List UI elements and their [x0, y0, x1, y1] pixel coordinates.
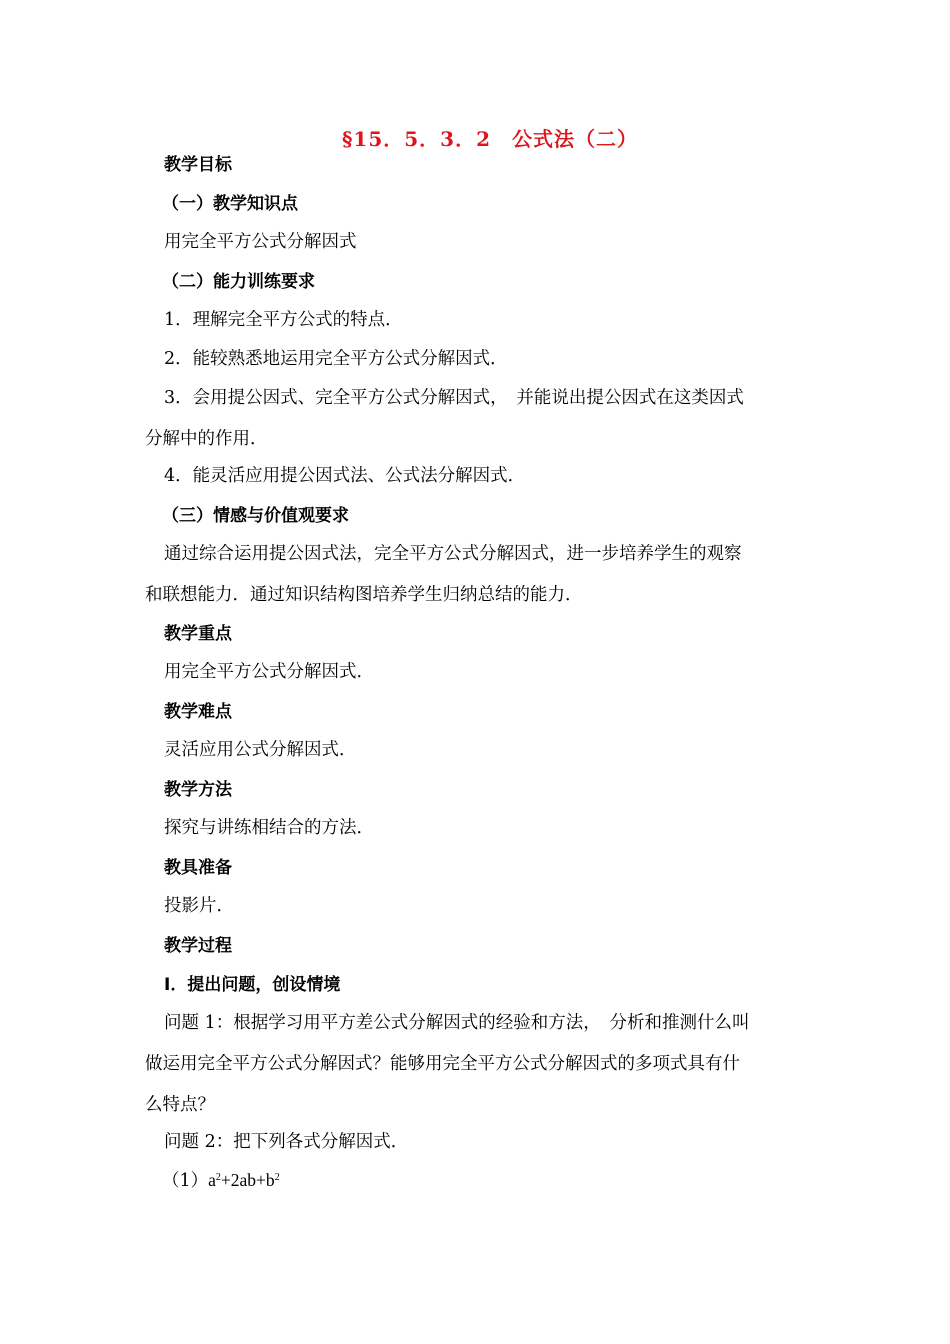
exercise-1-label: （1）	[162, 1171, 209, 1191]
emotion-text: 通过综合运用提公因式法，完全平方公式分解因式，进一步培养学生的观察	[164, 544, 742, 564]
difficulty-text: 灵活应用公式分解因式．	[164, 740, 357, 760]
heading-difficulty: 教学难点	[164, 702, 232, 722]
ability-item-3: 3．会用提公因式、完全平方公式分解因式， 并能说出提公因式在这类因式	[164, 388, 744, 408]
method-text: 探究与讲练相结合的方法．	[164, 818, 374, 838]
exercise-1-exp-1: 2	[215, 1172, 221, 1183]
subheading-emotion: （三）情感与价值观要求	[162, 506, 349, 526]
exercise-1-middle: +2ab+b	[220, 1170, 275, 1190]
key-point-text: 用完全平方公式分解因式．	[164, 662, 374, 682]
page-title: §15．5．3．2 公式法（二）	[341, 127, 639, 151]
subheading-knowledge: （一）教学知识点	[162, 194, 298, 214]
ability-item-1: 1．理解完全平方公式的特点．	[164, 310, 403, 330]
question-1-cont-1: 做运用完全平方公式分解因式？能够用完全平方公式分解因式的多项式具有什	[145, 1054, 740, 1074]
ability-item-3-cont: 分解中的作用．	[145, 429, 268, 449]
exercise-1-base-a: a	[208, 1170, 216, 1190]
question-1-cont-2: 么特点？	[145, 1095, 215, 1115]
heading-process: 教学过程	[164, 936, 232, 956]
question-1: 问题 1：根据学习用平方差公式分解因式的经验和方法， 分析和推测什么叫	[164, 1013, 750, 1033]
exercise-1-exp-2: 2	[274, 1172, 280, 1183]
emotion-text-cont: 和联想能力．通过知识结构图培养学生归纳总结的能力．	[145, 585, 583, 605]
knowledge-text: 用完全平方公式分解因式	[164, 232, 357, 252]
exercise-1	[162, 1167, 280, 1192]
ability-item-2: 2．能较熟悉地运用完全平方公式分解因式．	[164, 349, 508, 369]
heading-teaching-goals: 教学目标	[164, 155, 232, 175]
tools-text: 投影片．	[164, 896, 234, 916]
heading-tools: 教具准备	[164, 858, 232, 878]
process-step-1: Ⅰ．提出问题，创设情境	[164, 975, 341, 995]
heading-key-point: 教学重点	[164, 624, 232, 644]
heading-method: 教学方法	[164, 780, 232, 800]
question-2: 问题 2：把下列各式分解因式．	[164, 1132, 409, 1152]
subheading-ability: （二）能力训练要求	[162, 272, 315, 292]
ability-item-4: 4．能灵活应用提公因式法、公式法分解因式．	[164, 466, 526, 486]
